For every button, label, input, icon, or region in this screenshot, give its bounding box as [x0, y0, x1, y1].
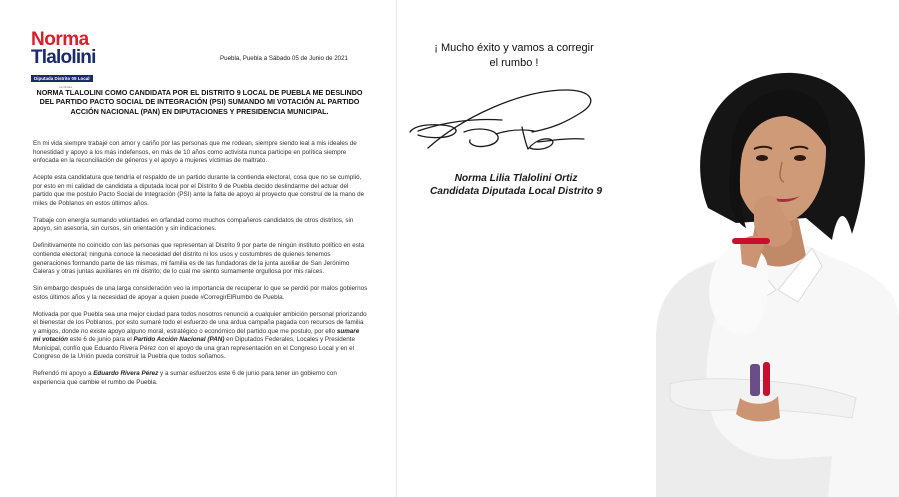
logo-last-name: Tlalolini — [31, 47, 96, 68]
p6-emphasis-party: Partido Acción Nacional (PAN) — [133, 336, 225, 344]
p7-emphasis-name: Eduardo Rivera Pérez — [93, 370, 159, 378]
candidate-portrait-icon — [656, 58, 899, 497]
p6-part-c: este 6 de junio para el — [68, 336, 134, 344]
logo-small-text: candidata — [59, 85, 73, 89]
letter-body — [33, 140, 368, 396]
letter-page — [0, 0, 397, 497]
p6-part-e: en Diputados Federales, Locales y Presidente Municipal, confío que Eduardo Rivera Pérez con el apoyo de una gran representación en el Congreso Local y en el Congreso de la Unión pueda construir la Puebla que todos soñamos. — [33, 336, 355, 361]
paragraph-7 — [33, 370, 368, 387]
letter-date: Puebla, Puebla a Sábado 05 de Junio de 2021 — [220, 55, 348, 62]
logo-first-name: Norma — [31, 29, 89, 50]
paragraph-2: Acepte esta candidatura que tendría el respaldo de un partido durante la contienda electoral, cosa que no se cumplió, por esto en mi calidad de candidata a diputada local por el Distrito 9 de Puebla decido deslindarme del actuar del partido que me postulo Pacto Social de Integración (PSI) ante la falta de apoyo al proyecto que construí de la mano de miles de Poblanos en estos últimos años. — [33, 174, 365, 207]
logo-tagline: Diputada Distrito 09 Local — [31, 75, 93, 82]
p7-part-a: Refrendó mi apoyo a — [33, 370, 94, 378]
closing-page — [398, 0, 899, 497]
closing-greeting: ¡ Mucho éxito y vamos a corregir el rumbo ! — [434, 42, 594, 69]
paragraph-5: Sin embargo después de una larga consideración veo la importancia de recuperar lo que se perdió por malos gobiernos estos últimos años y la necesidad de apoyar a quien puede #CorregirElRumbo de Puebla. — [33, 285, 368, 301]
signatory-name: Norma Lilia Tlalolini Ortiz — [454, 173, 578, 184]
p7-part-c: y a sumar esfuerzos este 6 de junio para tener un gobierno con experiencia que cambie el rumbo de Puebla. — [33, 370, 337, 387]
signatory-role: Candidata Diputada Local Distrito 9 — [429, 186, 603, 197]
p6-emphasis-vote: sumare mi votación — [33, 327, 360, 344]
paragraph-6 — [33, 311, 368, 362]
candidate-logo — [31, 31, 121, 89]
p6-part-a: Motivada por que Puebla sea una mejor ciudad para todos nosotros renunció a cualquier ambición personal priorizando el bienestar de los Poblanos, por esto sumaré todo el esfuerzo de una ardua campaña pagada con recursos de familia y amigos, donde no existe apoyo alguno moral, estratégico o económico del partido que me postulo, por ello — [33, 310, 367, 335]
paragraph-1: En mi vida siempre trabajé con amor y cariño por las personas que me rodean, siempre siendo leal a mis ideales de honestidad y apoyo a los más indefensos, en más de 10 años como activista nunca participe en política siempre enfocada en la reconciliación de géneros y el apoyo a mujeres víctimas de maltrato. — [33, 140, 357, 165]
signature-icon — [404, 82, 604, 157]
paragraph-3: Trabaje con energía sumando voluntades en orfandad como muchos compañeros candidatos de otros distritos, sin apoyo, sin asesoría, sin cursos, sin orientación y sin indicaciones. — [33, 216, 354, 233]
paragraph-4: Definitivamente no coincido con las personas que representan al Distrito 9 por parte de ningún instituto político en esta contienda electoral; ninguna conoce la necesidad del distrito ni los usos y costumbres de quienes tenemos generaciones formando parte de las mismas, mi familia es de las fundadoras de la junta auxiliar de San Jerónimo Caleras y otras juntas auxiliares en mi distrito; de lo cual me siento sumamente orgullosa por mis raíces. — [33, 242, 365, 276]
letter-heading: NORMA TLALOLINI COMO CANDIDATA POR EL DISTRITO 9 LOCAL DE PUEBLA ME DESLINDO DEL PARTIDO PACTO SOCIAL DE INTEGRACIÓN (PSI) SUMANDO MI VOTACIÓN AL PARTIDO ACCIÓN NACIONAL (PAN) EN DIPUTACIONES Y PRESIDENCIA MUNICIPAL. — [36, 88, 363, 116]
signatory-block — [401, 172, 631, 198]
